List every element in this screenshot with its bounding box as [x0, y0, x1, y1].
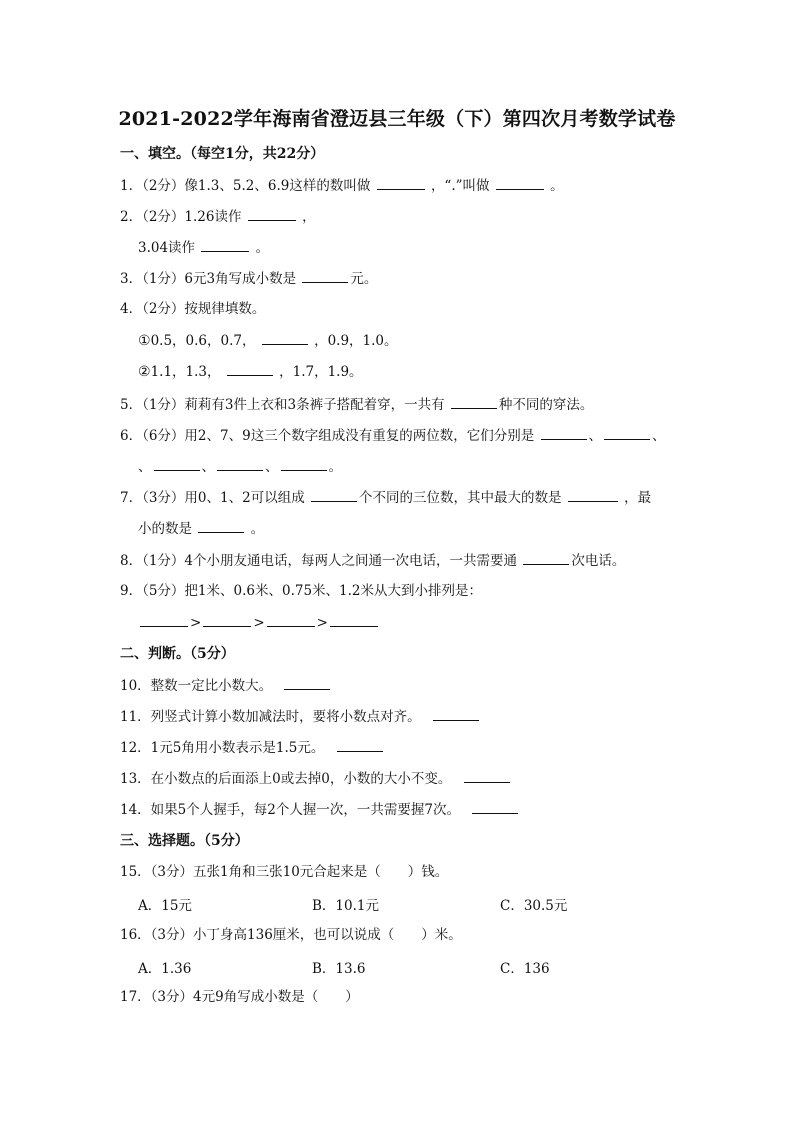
q6-blank-4[interactable]	[217, 457, 263, 471]
page-title: 2021-2022学年海南省澄迈县三年级（下）第四次月考数学试卷	[118, 108, 676, 130]
section-fill-in-title: 一、填空。（每空1分，共22分）	[120, 146, 325, 162]
separator: 、	[265, 459, 279, 475]
question-7-line-2	[138, 519, 264, 538]
q15-option-c[interactable]: C．30.5元	[500, 898, 568, 914]
question-12	[120, 738, 385, 757]
q5-text-b: 种不同的穿法。	[498, 397, 594, 413]
q7-text-a: 7．（3分）用0、1、2可以组成	[120, 490, 305, 506]
q7-text-c: ，最	[624, 490, 652, 506]
q3-text-a: 3．（1分）6元3角写成小数是	[120, 271, 297, 287]
q16-option-b[interactable]: B．13.6	[312, 961, 366, 977]
q1-text-a: 1．（2分）像1.3、5.2、6.9这样的数叫做	[120, 178, 371, 194]
separator: 、	[138, 459, 152, 475]
q16-option-c[interactable]: C．136	[500, 961, 550, 977]
circled-two-icon: ②	[138, 364, 151, 380]
q4-text-a: 4．（2分）按规律填数。	[120, 301, 266, 317]
separator: 、	[652, 428, 666, 444]
q7-blank-2[interactable]	[568, 488, 618, 502]
question-17: 17．（3分）4元9角写成小数是（ ）	[120, 989, 359, 1005]
q5-blank[interactable]	[451, 395, 497, 409]
question-13	[120, 769, 512, 788]
q1-blank-1[interactable]	[377, 176, 425, 190]
section-judge-title: 二、判断。（5分）	[120, 646, 235, 662]
greater-than-sign: >	[190, 615, 202, 631]
q4-seq2-a: 1.1，1.3，	[150, 364, 221, 380]
question-11	[120, 707, 481, 726]
q13-blank[interactable]	[464, 769, 510, 783]
q7-blank-1[interactable]	[311, 488, 357, 502]
question-4	[120, 300, 265, 318]
greater-than-sign: >	[316, 615, 328, 631]
q4-blank-1[interactable]	[262, 331, 308, 345]
question-9	[120, 582, 482, 600]
q9-blank-4[interactable]	[330, 613, 378, 627]
q2-blank-1[interactable]	[248, 207, 296, 221]
q6-blank-3[interactable]	[154, 457, 200, 471]
q9-blank-1[interactable]	[140, 613, 188, 627]
question-9-ordering	[138, 613, 380, 632]
q11-blank[interactable]	[433, 707, 479, 721]
question-6	[120, 426, 666, 445]
q9-text-a: 9．（5分）把1米、0.6米、0.75米、1.2米从大到小排列是：	[120, 583, 483, 599]
q16-option-a[interactable]: A．1.36	[138, 961, 192, 977]
question-7	[120, 488, 651, 507]
q1-blank-2[interactable]	[496, 176, 544, 190]
q9-blank-3[interactable]	[267, 613, 315, 627]
question-3	[120, 269, 377, 288]
circled-one-icon: ①	[138, 333, 151, 349]
q6-blank-5[interactable]	[281, 457, 327, 471]
q10-text: 10．整数一定比小数大。	[120, 678, 273, 694]
question-10	[120, 676, 332, 695]
q8-text-a: 8．（1分）4个小朋友通电话，每两人之间通一次电话，一共需要通	[120, 553, 518, 569]
question-4-sequence-1	[138, 331, 398, 350]
q7-blank-3[interactable]	[198, 519, 244, 533]
q15-option-a[interactable]: A．15元	[138, 898, 192, 914]
q4-seq1-a: 0.5，0.6，0.7，	[150, 333, 256, 349]
q12-text: 12．1元5角用小数表示是1.5元。	[120, 740, 325, 756]
q7-text-b: 个不同的三位数，其中最大的数是	[359, 490, 562, 506]
q3-text-b: 元。	[350, 271, 378, 287]
q2-blank-2[interactable]	[201, 238, 249, 252]
q12-blank[interactable]	[337, 738, 383, 752]
question-1	[120, 176, 564, 195]
q15-option-b[interactable]: B．10.1元	[312, 898, 379, 914]
q9-blank-2[interactable]	[203, 613, 251, 627]
q4-seq1-b: ，0.9，1.0。	[314, 333, 398, 349]
q1-text-c: 。	[550, 178, 564, 194]
question-6-line-2	[138, 457, 342, 476]
q6-end: 。	[328, 459, 342, 475]
q4-seq2-b: ，1.7，1.9。	[279, 364, 363, 380]
q2-text-b: ，	[302, 209, 316, 225]
section-choice-title: 三、选择题。（5分）	[120, 833, 249, 849]
q6-text-a: 6．（6分）用2、7、9这三个数字组成没有重复的两位数，它们分别是	[120, 428, 535, 444]
question-15: 15．（3分）五张1角和三张10元合起来是（ ）钱。	[120, 864, 449, 880]
q4-blank-2[interactable]	[227, 362, 273, 376]
question-5	[120, 395, 593, 414]
q14-blank[interactable]	[472, 800, 518, 814]
q8-blank[interactable]	[523, 551, 569, 565]
q6-blank-1[interactable]	[541, 426, 587, 440]
q6-blank-2[interactable]	[604, 426, 650, 440]
q1-text-b: ，“.”叫做	[430, 178, 490, 194]
question-4-sequence-2	[138, 362, 363, 381]
separator: 、	[201, 459, 215, 475]
q11-text: 11．列竖式计算小数加减法时，要将小数点对齐。	[120, 709, 421, 725]
q2-text-c: 3.04读作	[138, 240, 196, 256]
q2-text-d: 。	[255, 240, 270, 256]
q10-blank[interactable]	[284, 676, 330, 690]
q14-text: 14．如果5个人握手，每2个人握一次，一共需要握7次。	[120, 802, 460, 818]
q3-blank[interactable]	[302, 269, 348, 283]
q2-text-a: 2．（2分）1.26读作	[120, 209, 242, 225]
q8-text-b: 次电话。	[571, 553, 626, 569]
question-16: 16．（3分）小丁身高136厘米，也可以说成（ ）米。	[120, 927, 462, 943]
q7-text-e: 。	[250, 521, 265, 537]
question-2	[120, 207, 316, 226]
q7-text-d: 小的数是	[138, 521, 192, 537]
q13-text: 13．在小数点的后面添上0或去掉0，小数的大小不变。	[120, 771, 452, 787]
q5-text-a: 5．（1分）莉莉有3件上衣和3条裤子搭配着穿，一共有	[120, 397, 445, 413]
separator: 、	[588, 428, 602, 444]
question-8	[120, 551, 625, 570]
greater-than-sign: >	[253, 615, 265, 631]
question-2-line-2	[138, 238, 269, 257]
question-14	[120, 800, 520, 819]
